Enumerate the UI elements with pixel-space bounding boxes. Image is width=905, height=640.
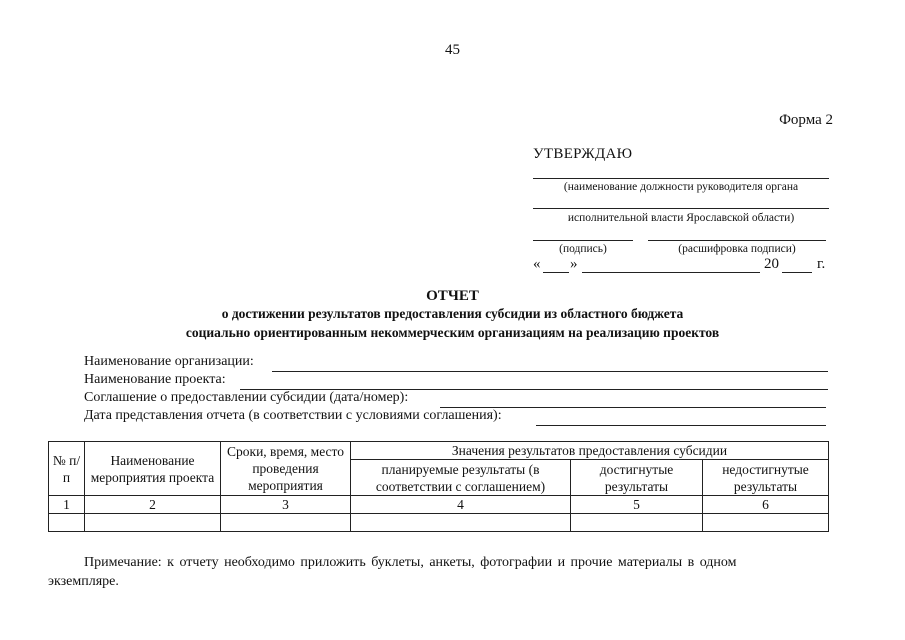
table-row-empty [49,514,829,532]
field-report-date: Дата представления отчета (в соответствии с условиями соглашения): [84,408,502,423]
header-planned: планируемые результаты (в соответствии с соглашением) [351,460,571,496]
table-cell [221,514,351,532]
approval-heading: УТВЕРЖДАЮ [533,146,633,162]
date-month-line [582,272,760,273]
header-results-group: Значения результатов предоставления субсидии [351,442,829,460]
table-cell [571,514,703,532]
header-event: Наименование мероприятия проекта [85,442,221,496]
approval-year-prefix: 20 [764,256,779,272]
approval-line-authority [533,208,829,209]
table-cell: 6 [703,496,829,514]
table-row-numbers [49,496,829,514]
table-cell [49,514,85,532]
table-cell [351,514,571,532]
results-table [48,441,829,532]
caption-decoding: (расшифровка подписи) [678,243,796,255]
approval-year-suffix: г. [817,256,826,272]
header-number: № п/п [49,442,85,496]
header-achieved: достигнутые результаты [571,460,703,496]
report-title: ОТЧЕТ [426,288,479,304]
table-cell: 4 [351,496,571,514]
report-subtitle-1: о достижении результатов предоставления субсидии из областного бюджета [221,306,684,321]
date-year-line [782,272,812,273]
caption-signature: (подпись) [559,243,607,255]
caption-authority: исполнительной власти Ярославской области) [567,212,795,224]
caption-position: (наименование должности руководителя органа [563,181,799,193]
header-not-achieved: недостигнутые результаты [703,460,829,496]
field-report-date-line [536,425,826,426]
table-cell [703,514,829,532]
approval-line-signature [533,240,633,241]
page-number: 45 [445,42,460,58]
approval-line-position [533,178,829,179]
header-terms: Сроки, время, место проведения мероприятия [221,442,351,496]
approval-date-close: » [570,256,578,272]
note-line-1: Примечание: к отчету необходимо приложить буклеты, анкеты, фотографии и прочие материалы в одном [84,555,737,570]
table-cell [85,514,221,532]
report-subtitle-2: социально ориентированным некоммерческим организациям на реализацию проектов [185,325,720,340]
table-cell: 1 [49,496,85,514]
field-organization-line [272,371,828,372]
note-line-2: экземпляре. [48,574,119,589]
table-cell: 3 [221,496,351,514]
table-cell: 2 [85,496,221,514]
field-agreement: Соглашение о предоставлении субсидии (дата/номер): [84,390,409,405]
form-label: Форма 2 [779,112,833,128]
field-organization: Наименование организации: [84,354,254,369]
date-day-line [543,272,569,273]
approval-line-decoding [648,240,826,241]
field-project: Наименование проекта: [84,372,226,387]
table-cell: 5 [571,496,703,514]
approval-date-open: « [533,256,541,272]
